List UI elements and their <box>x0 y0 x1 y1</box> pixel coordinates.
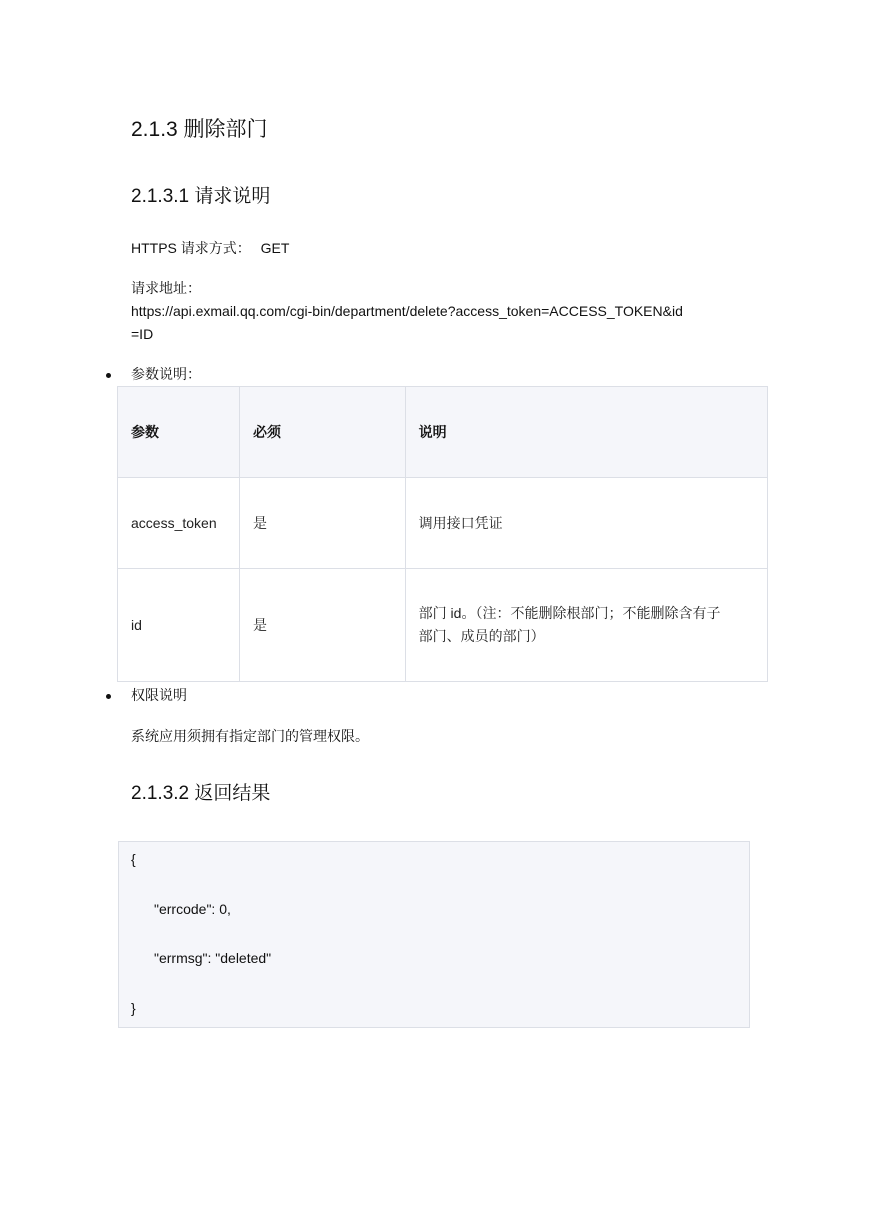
table-header-row <box>118 387 768 478</box>
request-method <box>131 237 289 260</box>
response-heading: 2.1.3.2 返回结果 <box>131 783 271 804</box>
cell-required: 是 <box>239 569 405 682</box>
request-heading: 2.1.3.1 请求说明 <box>131 186 271 207</box>
header-param: 参数 <box>118 387 240 478</box>
bullet-icon <box>106 694 111 699</box>
bullet-icon <box>106 373 111 378</box>
cell-desc-line: 部门 id。（注：不能删除根部门；不能删除含有子 <box>418 605 721 621</box>
method-value: GET <box>260 240 290 256</box>
params-table <box>117 386 768 682</box>
cell-param: id <box>118 569 240 682</box>
url-line-2: =ID <box>131 326 154 342</box>
code-line: "errcode": 0, <box>154 901 231 917</box>
permission-text: 系统应用须拥有指定部门的管理权限。 <box>131 728 369 744</box>
code-line: } <box>131 1000 136 1016</box>
cell-desc <box>405 478 767 569</box>
cell-param: access_token <box>118 478 240 569</box>
permission-label: 权限说明 <box>131 687 187 703</box>
cell-desc <box>405 569 767 682</box>
header-desc: 说明 <box>405 387 767 478</box>
url-line-1: https://api.exmail.qq.com/cgi-bin/department/delete?access_token=ACCESS_TOKEN&id <box>131 303 683 319</box>
method-label: HTTPS 请求方式： <box>131 240 251 256</box>
section-title: 2.1.3 删除部门 <box>131 118 268 141</box>
code-line: "errmsg": "deleted" <box>154 950 272 966</box>
table-row <box>118 569 768 682</box>
params-label: 参数说明： <box>131 366 201 382</box>
url-label: 请求地址： <box>131 280 201 296</box>
cell-required: 是 <box>239 478 405 569</box>
response-code-block <box>118 841 750 1028</box>
cell-desc-line: 调用接口凭证 <box>418 515 503 531</box>
table-row <box>118 478 768 569</box>
cell-desc-line: 部门、成员的部门） <box>418 628 545 644</box>
code-line: { <box>131 851 136 867</box>
header-required: 必须 <box>239 387 405 478</box>
